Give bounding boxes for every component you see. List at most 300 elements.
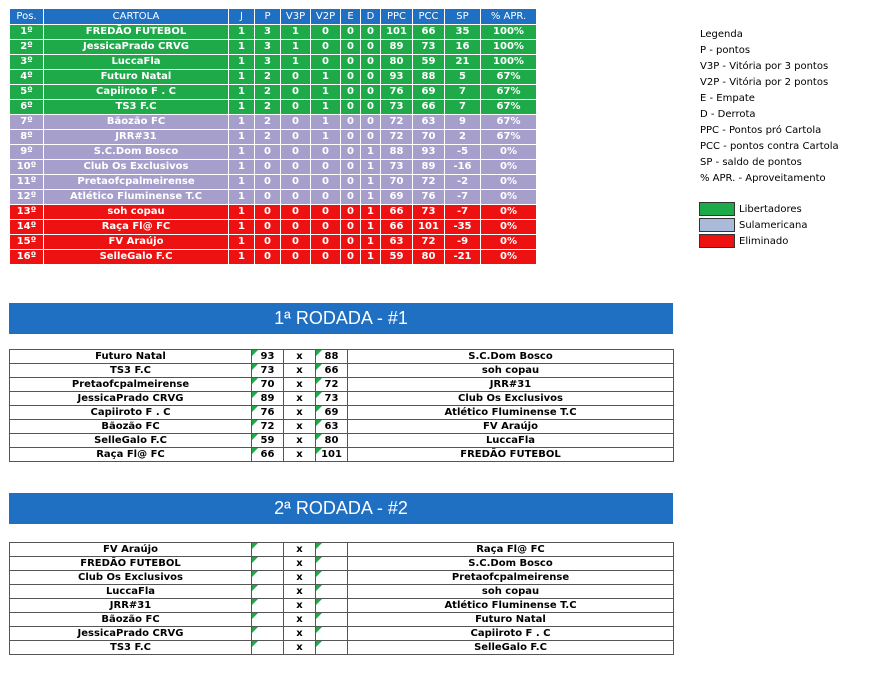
cell-e: 0 (341, 250, 361, 265)
cell-pcc: 63 (413, 115, 445, 130)
cell-v2p: 0 (311, 40, 341, 55)
cell-apr: 100% (481, 40, 537, 55)
cell-pcc: 66 (413, 25, 445, 40)
cell-cartola: JRR#31 (44, 130, 229, 145)
cell-e: 0 (341, 205, 361, 220)
cell-apr: 67% (481, 85, 537, 100)
cell-apr: 67% (481, 115, 537, 130)
away-team: soh copau (348, 364, 674, 378)
cell-p: 2 (255, 70, 281, 85)
col-header-v2p: V2P (311, 9, 341, 25)
cell-e: 0 (341, 145, 361, 160)
home-score (252, 599, 284, 613)
cell-e: 0 (341, 70, 361, 85)
match-row (10, 585, 674, 599)
cell-cartola: FREDÃO FUTEBOL (44, 25, 229, 40)
cell-pos: 11º (10, 175, 44, 190)
home-team: TS3 F.C (10, 641, 252, 655)
cell-p: 2 (255, 100, 281, 115)
cell-v3p: 0 (281, 70, 311, 85)
home-score: 76 (252, 406, 284, 420)
cell-pcc: 70 (413, 130, 445, 145)
cell-v3p: 0 (281, 130, 311, 145)
away-score (316, 585, 348, 599)
cell-apr: 100% (481, 25, 537, 40)
col-header-e: E (341, 9, 361, 25)
cell-d: 1 (361, 220, 381, 235)
standings-row (10, 205, 537, 220)
cell-pcc: 73 (413, 205, 445, 220)
cell-d: 0 (361, 100, 381, 115)
cell-apr: 0% (481, 175, 537, 190)
cell-v2p: 1 (311, 130, 341, 145)
cell-j: 1 (229, 100, 255, 115)
cell-ppc: 63 (381, 235, 413, 250)
cell-cartola: Bãozão FC (44, 115, 229, 130)
cell-pcc: 89 (413, 160, 445, 175)
legend-item: PPC - Pontos pró Cartola (700, 125, 822, 136)
cell-ppc: 66 (381, 205, 413, 220)
cell-sp: 7 (445, 100, 481, 115)
cell-d: 0 (361, 55, 381, 70)
zone-legend-item (699, 217, 807, 233)
cell-d: 1 (361, 190, 381, 205)
cell-j: 1 (229, 250, 255, 265)
versus-symbol: x (284, 378, 316, 392)
col-header-pos: Pos. (10, 9, 44, 25)
cell-sp: -16 (445, 160, 481, 175)
cell-apr: 0% (481, 160, 537, 175)
cell-cartola: JessicaPrado CRVG (44, 40, 229, 55)
match-row (10, 378, 674, 392)
cell-sp: 2 (445, 130, 481, 145)
zone-color-swatch (699, 202, 735, 216)
cell-pos: 12º (10, 190, 44, 205)
cell-pos: 9º (10, 145, 44, 160)
away-team: FREDÃO FUTEBOL (348, 448, 674, 462)
cell-ppc: 70 (381, 175, 413, 190)
cell-v2p: 1 (311, 70, 341, 85)
cell-ppc: 72 (381, 115, 413, 130)
home-score: 93 (252, 350, 284, 364)
cell-apr: 0% (481, 190, 537, 205)
away-team: Capiiroto F . C (348, 627, 674, 641)
cell-v2p: 0 (311, 190, 341, 205)
versus-symbol: x (284, 350, 316, 364)
home-team: Bãozão FC (10, 613, 252, 627)
col-header-sp: SP (445, 9, 481, 25)
zone-label: Sulamericana (739, 219, 808, 231)
cell-v3p: 0 (281, 115, 311, 130)
home-team: Capiiroto F . C (10, 406, 252, 420)
away-team: S.C.Dom Bosco (348, 350, 674, 364)
cell-d: 0 (361, 70, 381, 85)
home-score (252, 571, 284, 585)
cell-v3p: 0 (281, 160, 311, 175)
col-header-p: P (255, 9, 281, 25)
match-row (10, 627, 674, 641)
cell-sp: 9 (445, 115, 481, 130)
cell-pos: 7º (10, 115, 44, 130)
cell-sp: 7 (445, 85, 481, 100)
away-score: 73 (316, 392, 348, 406)
cell-ppc: 59 (381, 250, 413, 265)
standings-row (10, 115, 537, 130)
cell-sp: 21 (445, 55, 481, 70)
cell-apr: 0% (481, 145, 537, 160)
match-row (10, 599, 674, 613)
cell-cartola: Pretaofcpalmeirense (44, 175, 229, 190)
cell-p: 3 (255, 25, 281, 40)
away-score: 80 (316, 434, 348, 448)
cell-cartola: SelleGalo F.C (44, 250, 229, 265)
cell-p: 0 (255, 160, 281, 175)
standings-header-row (10, 9, 537, 25)
away-score (316, 557, 348, 571)
standings-row (10, 55, 537, 70)
cell-sp: 35 (445, 25, 481, 40)
home-team: Futuro Natal (10, 350, 252, 364)
cell-v3p: 0 (281, 220, 311, 235)
away-score: 69 (316, 406, 348, 420)
away-team: Futuro Natal (348, 613, 674, 627)
home-team: LuccaFla (10, 585, 252, 599)
cell-v3p: 1 (281, 55, 311, 70)
cell-p: 0 (255, 175, 281, 190)
cell-p: 0 (255, 220, 281, 235)
cell-e: 0 (341, 55, 361, 70)
cell-j: 1 (229, 70, 255, 85)
cell-ppc: 72 (381, 130, 413, 145)
versus-symbol: x (284, 543, 316, 557)
cell-v2p: 0 (311, 205, 341, 220)
away-score (316, 543, 348, 557)
col-header-ppc: PPC (381, 9, 413, 25)
cell-pos: 5º (10, 85, 44, 100)
standings-row (10, 220, 537, 235)
cell-j: 1 (229, 175, 255, 190)
cell-v2p: 1 (311, 85, 341, 100)
cell-v3p: 1 (281, 40, 311, 55)
cell-cartola: Raça Fl@ FC (44, 220, 229, 235)
cell-v3p: 0 (281, 100, 311, 115)
cell-j: 1 (229, 220, 255, 235)
legend-item: P - pontos (700, 45, 751, 56)
cell-ppc: 93 (381, 70, 413, 85)
away-team: S.C.Dom Bosco (348, 557, 674, 571)
home-team: JessicaPrado CRVG (10, 627, 252, 641)
away-team: Atlético Fluminense T.C (348, 599, 674, 613)
home-score: 89 (252, 392, 284, 406)
match-row (10, 392, 674, 406)
zone-legend-item (699, 201, 807, 217)
standings-row (10, 160, 537, 175)
cell-j: 1 (229, 25, 255, 40)
cell-p: 3 (255, 40, 281, 55)
away-score: 63 (316, 420, 348, 434)
col-header-cartola: CARTOLA (44, 9, 229, 25)
cell-v3p: 0 (281, 175, 311, 190)
cell-v2p: 1 (311, 115, 341, 130)
cell-ppc: 76 (381, 85, 413, 100)
match-row (10, 420, 674, 434)
cell-sp: 16 (445, 40, 481, 55)
legend-item: V3P - Vitória por 3 pontos (700, 61, 829, 72)
versus-symbol: x (284, 420, 316, 434)
home-score (252, 543, 284, 557)
cell-cartola: FV Araújo (44, 235, 229, 250)
cell-pcc: 59 (413, 55, 445, 70)
standings-row (10, 25, 537, 40)
cell-pos: 14º (10, 220, 44, 235)
cell-j: 1 (229, 145, 255, 160)
cell-pos: 4º (10, 70, 44, 85)
home-team: TS3 F.C (10, 364, 252, 378)
match-row (10, 571, 674, 585)
cell-sp: 5 (445, 70, 481, 85)
home-score: 73 (252, 364, 284, 378)
cell-e: 0 (341, 85, 361, 100)
cell-ppc: 101 (381, 25, 413, 40)
cell-v3p: 0 (281, 190, 311, 205)
match-row (10, 557, 674, 571)
cell-v2p: 0 (311, 25, 341, 40)
cell-ppc: 88 (381, 145, 413, 160)
cell-d: 0 (361, 25, 381, 40)
cell-apr: 67% (481, 130, 537, 145)
cell-ppc: 73 (381, 100, 413, 115)
standings-row (10, 145, 537, 160)
versus-symbol: x (284, 392, 316, 406)
home-score (252, 613, 284, 627)
zone-label: Eliminado (739, 235, 789, 247)
cell-pos: 2º (10, 40, 44, 55)
cell-e: 0 (341, 220, 361, 235)
cell-e: 0 (341, 25, 361, 40)
away-team: Raça Fl@ FC (348, 543, 674, 557)
cell-d: 1 (361, 175, 381, 190)
col-header-pcc: PCC (413, 9, 445, 25)
cell-sp: -7 (445, 205, 481, 220)
col-header-d: D (361, 9, 381, 25)
cell-v2p: 0 (311, 160, 341, 175)
cell-e: 0 (341, 160, 361, 175)
cell-pcc: 101 (413, 220, 445, 235)
cell-d: 1 (361, 250, 381, 265)
home-team: JRR#31 (10, 599, 252, 613)
cell-v2p: 0 (311, 145, 341, 160)
standings-row (10, 100, 537, 115)
home-team: Pretaofcpalmeirense (10, 378, 252, 392)
cell-pcc: 93 (413, 145, 445, 160)
cell-cartola: Futuro Natal (44, 70, 229, 85)
home-team: Raça Fl@ FC (10, 448, 252, 462)
away-score (316, 571, 348, 585)
col-header-j: J (229, 9, 255, 25)
cell-v3p: 0 (281, 250, 311, 265)
home-score (252, 641, 284, 655)
cell-j: 1 (229, 115, 255, 130)
round-2-matches (9, 542, 674, 655)
round-1-matches (9, 349, 674, 462)
away-team: Pretaofcpalmeirense (348, 571, 674, 585)
cell-sp: -21 (445, 250, 481, 265)
versus-symbol: x (284, 613, 316, 627)
standings-row (10, 250, 537, 265)
col-header-v3p: V3P (281, 9, 311, 25)
versus-symbol: x (284, 599, 316, 613)
match-row (10, 434, 674, 448)
cell-e: 0 (341, 130, 361, 145)
away-score: 88 (316, 350, 348, 364)
home-team: SelleGalo F.C (10, 434, 252, 448)
cell-pcc: 88 (413, 70, 445, 85)
cell-v2p: 0 (311, 220, 341, 235)
cell-cartola: soh copau (44, 205, 229, 220)
cell-d: 1 (361, 205, 381, 220)
cell-e: 0 (341, 175, 361, 190)
cell-p: 2 (255, 115, 281, 130)
cell-v3p: 0 (281, 145, 311, 160)
cell-p: 0 (255, 205, 281, 220)
cell-pos: 16º (10, 250, 44, 265)
cell-pos: 10º (10, 160, 44, 175)
cell-pcc: 72 (413, 175, 445, 190)
versus-symbol: x (284, 434, 316, 448)
cell-ppc: 73 (381, 160, 413, 175)
away-team: JRR#31 (348, 378, 674, 392)
standings-row (10, 70, 537, 85)
versus-symbol: x (284, 406, 316, 420)
cell-d: 0 (361, 85, 381, 100)
versus-symbol: x (284, 627, 316, 641)
home-team: Bãozão FC (10, 420, 252, 434)
cell-ppc: 80 (381, 55, 413, 70)
cell-j: 1 (229, 55, 255, 70)
away-team: soh copau (348, 585, 674, 599)
away-team: Atlético Fluminense T.C (348, 406, 674, 420)
legend-item: % APR. - Aproveitamento (700, 173, 826, 184)
match-row (10, 543, 674, 557)
standings-row (10, 190, 537, 205)
cell-v3p: 0 (281, 85, 311, 100)
cell-j: 1 (229, 85, 255, 100)
cell-pcc: 66 (413, 100, 445, 115)
cell-e: 0 (341, 190, 361, 205)
cell-v2p: 0 (311, 175, 341, 190)
cell-sp: -9 (445, 235, 481, 250)
cell-cartola: Atlético Fluminense T.C (44, 190, 229, 205)
cell-sp: -5 (445, 145, 481, 160)
cell-ppc: 89 (381, 40, 413, 55)
away-team: FV Araújo (348, 420, 674, 434)
versus-symbol: x (284, 448, 316, 462)
cell-pcc: 72 (413, 235, 445, 250)
cell-sp: -2 (445, 175, 481, 190)
cell-pos: 3º (10, 55, 44, 70)
cell-v3p: 0 (281, 205, 311, 220)
legend-item: SP - saldo de pontos (700, 157, 802, 168)
home-score: 59 (252, 434, 284, 448)
legend-item: PCC - pontos contra Cartola (700, 141, 839, 152)
cell-pcc: 69 (413, 85, 445, 100)
cell-ppc: 66 (381, 220, 413, 235)
cell-apr: 67% (481, 100, 537, 115)
home-team: Club Os Exclusivos (10, 571, 252, 585)
away-team: LuccaFla (348, 434, 674, 448)
cell-v3p: 1 (281, 25, 311, 40)
cell-apr: 0% (481, 250, 537, 265)
cell-apr: 0% (481, 205, 537, 220)
cell-p: 0 (255, 235, 281, 250)
cell-pos: 13º (10, 205, 44, 220)
away-score: 72 (316, 378, 348, 392)
cell-pcc: 73 (413, 40, 445, 55)
standings-row (10, 130, 537, 145)
match-row (10, 641, 674, 655)
cell-v2p: 0 (311, 235, 341, 250)
cell-pos: 15º (10, 235, 44, 250)
zone-color-swatch (699, 218, 735, 232)
cell-apr: 0% (481, 220, 537, 235)
match-row (10, 448, 674, 462)
home-team: FV Araújo (10, 543, 252, 557)
zone-legend-item (699, 233, 807, 249)
cell-cartola: LuccaFla (44, 55, 229, 70)
cell-d: 1 (361, 160, 381, 175)
away-team: SelleGalo F.C (348, 641, 674, 655)
round-2-banner: 2ª RODADA - #2 (9, 493, 673, 524)
cell-apr: 67% (481, 70, 537, 85)
versus-symbol: x (284, 585, 316, 599)
match-row (10, 406, 674, 420)
match-row (10, 613, 674, 627)
cell-cartola: Capiiroto F . C (44, 85, 229, 100)
zone-color-swatch (699, 234, 735, 248)
zone-legend (699, 201, 807, 249)
cell-v2p: 0 (311, 55, 341, 70)
away-score (316, 599, 348, 613)
cell-j: 1 (229, 130, 255, 145)
cell-p: 0 (255, 250, 281, 265)
versus-symbol: x (284, 557, 316, 571)
cell-apr: 0% (481, 235, 537, 250)
cell-v2p: 0 (311, 250, 341, 265)
cell-e: 0 (341, 100, 361, 115)
cell-apr: 100% (481, 55, 537, 70)
standings-row (10, 85, 537, 100)
zone-label: Libertadores (739, 203, 802, 215)
match-row (10, 364, 674, 378)
away-score (316, 641, 348, 655)
home-score: 70 (252, 378, 284, 392)
cell-e: 0 (341, 235, 361, 250)
legend-item: D - Derrota (700, 109, 756, 120)
home-score (252, 557, 284, 571)
versus-symbol: x (284, 571, 316, 585)
away-score: 101 (316, 448, 348, 462)
home-score (252, 585, 284, 599)
legend (700, 27, 839, 187)
cell-pos: 8º (10, 130, 44, 145)
away-score: 66 (316, 364, 348, 378)
standings-row (10, 235, 537, 250)
cell-d: 0 (361, 115, 381, 130)
cell-d: 1 (361, 235, 381, 250)
cell-pos: 1º (10, 25, 44, 40)
home-score (252, 627, 284, 641)
home-score: 72 (252, 420, 284, 434)
